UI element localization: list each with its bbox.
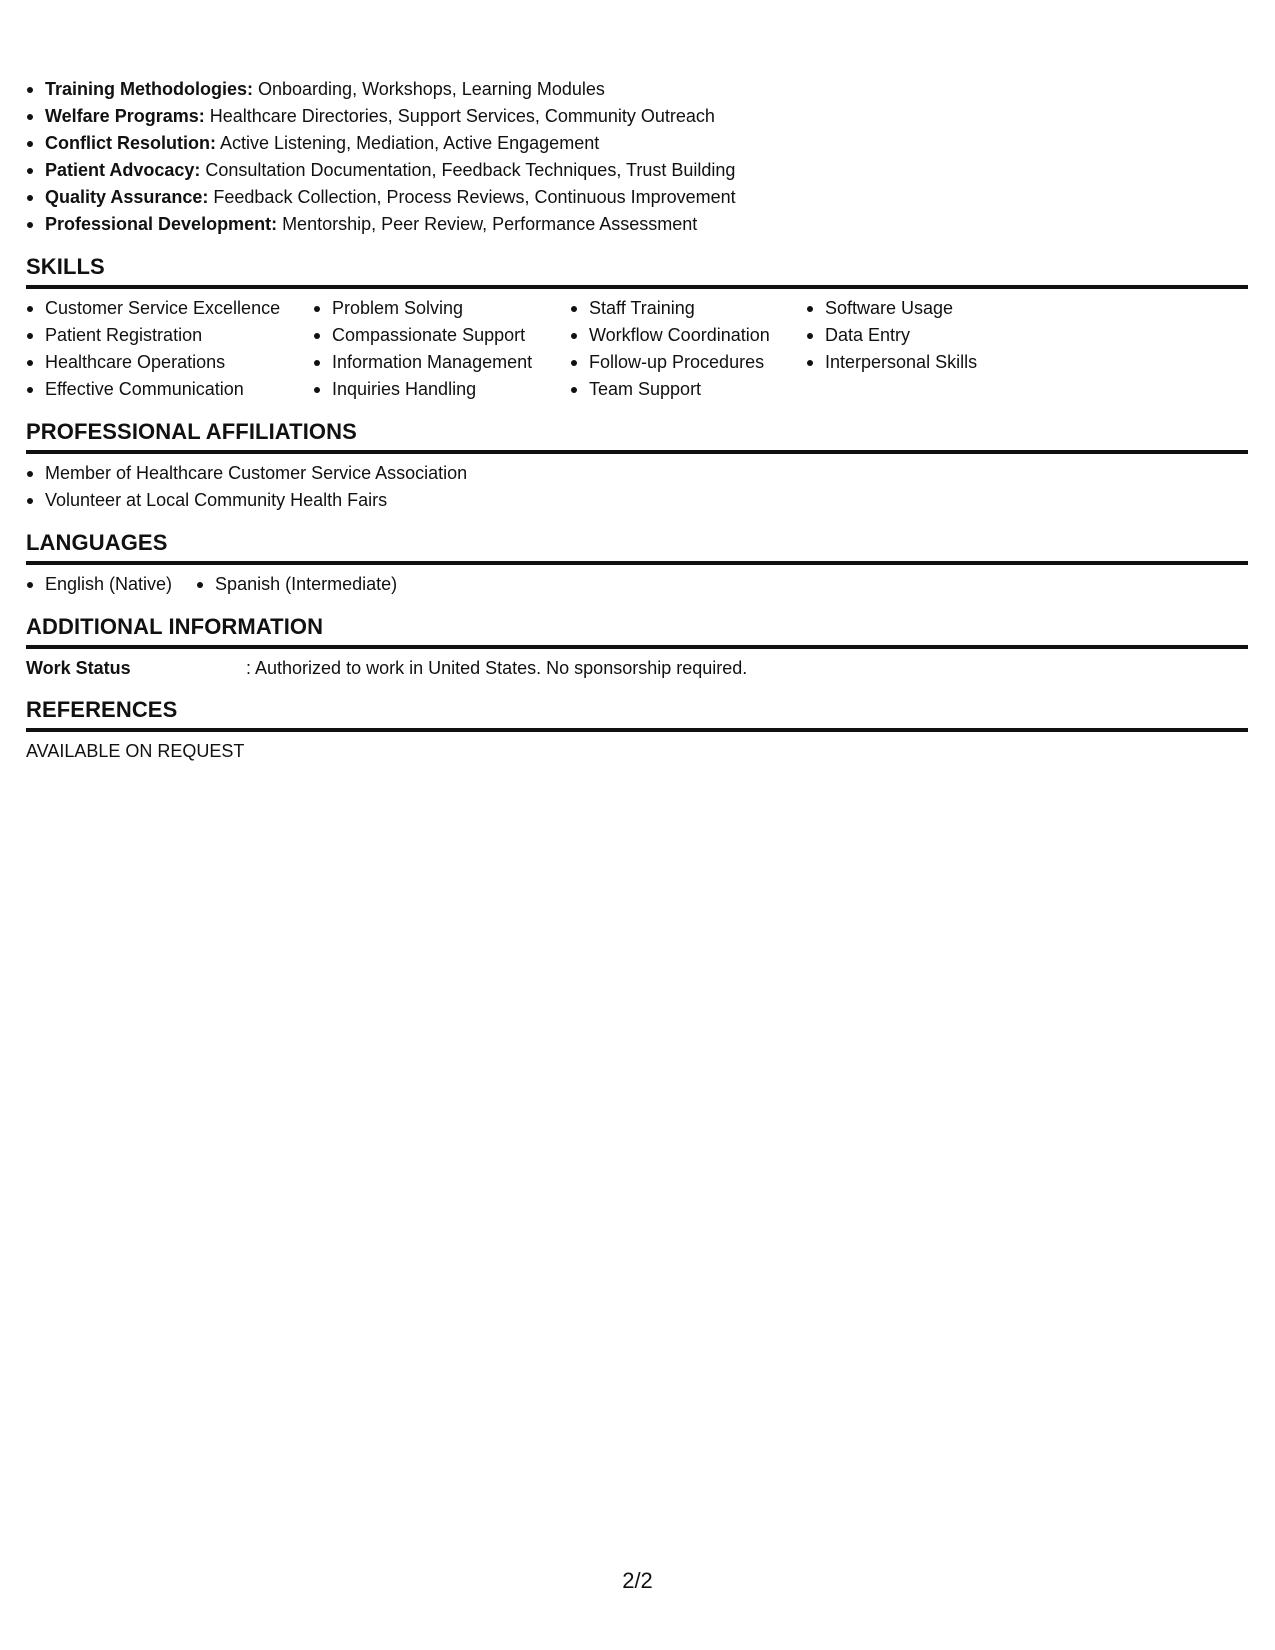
skill-item: Problem Solving	[313, 295, 570, 322]
skills-column	[806, 295, 1046, 403]
affiliation-item: Member of Healthcare Customer Service Association	[26, 460, 1248, 487]
competency-text: Mentorship, Peer Review, Performance Assessment	[277, 214, 698, 234]
language-item: English (Native)	[26, 571, 172, 598]
skill-item: Data Entry	[806, 322, 1046, 349]
list-item	[26, 103, 1248, 130]
language-item: Spanish (Intermediate)	[196, 571, 397, 598]
competency-text: Feedback Collection, Process Reviews, Continuous Improvement	[208, 187, 736, 207]
competency-label: Welfare Programs:	[45, 106, 205, 126]
skills-column	[313, 295, 570, 403]
skill-item: Interpersonal Skills	[806, 349, 1046, 376]
skill-item: Inquiries Handling	[313, 376, 570, 403]
competency-text: Onboarding, Workshops, Learning Modules	[253, 79, 605, 99]
page-number: 2/2	[622, 1568, 653, 1593]
work-status-value: : Authorized to work in United States. No sponsorship required.	[246, 658, 748, 678]
skills-section	[26, 254, 1248, 403]
list-item	[26, 76, 1248, 103]
competency-text: Active Listening, Mediation, Active Engagement	[215, 133, 600, 153]
section-title-languages: LANGUAGES	[26, 530, 1248, 565]
skill-item: Staff Training	[570, 295, 806, 322]
section-title-references: REFERENCES	[26, 697, 1248, 732]
skill-item: Team Support	[570, 376, 806, 403]
skills-column	[26, 295, 313, 403]
section-title-skills: SKILLS	[26, 254, 1248, 289]
work-status-label: Work Status	[26, 658, 131, 678]
affiliations-list	[26, 460, 1248, 514]
affiliations-section	[26, 419, 1248, 514]
skills-grid	[26, 295, 1248, 403]
competency-label: Patient Advocacy:	[45, 160, 201, 180]
competency-label: Quality Assurance:	[45, 187, 209, 207]
work-status-row	[26, 655, 1248, 681]
skill-item: Effective Communication	[26, 376, 313, 403]
references-section	[26, 697, 1248, 764]
skill-item: Information Management	[313, 349, 570, 376]
resume-page	[26, 76, 1248, 764]
competency-label: Training Methodologies:	[45, 79, 253, 99]
skill-item: Follow-up Procedures	[570, 349, 806, 376]
references-text: AVAILABLE ON REQUEST	[26, 741, 245, 761]
skill-item: Patient Registration	[26, 322, 313, 349]
skill-item: Healthcare Operations	[26, 349, 313, 376]
list-item	[26, 157, 1248, 184]
list-item	[26, 184, 1248, 211]
languages-section	[26, 530, 1248, 598]
skill-item: Customer Service Excellence	[26, 295, 313, 322]
competency-text: Healthcare Directories, Support Services, Community Outreach	[204, 106, 715, 126]
affiliation-item: Volunteer at Local Community Health Fairs	[26, 487, 1248, 514]
skill-item: Software Usage	[806, 295, 1046, 322]
competency-text: Consultation Documentation, Feedback Techniques, Trust Building	[200, 160, 736, 180]
competencies-list	[26, 76, 1248, 238]
competency-label: Conflict Resolution:	[45, 133, 216, 153]
skill-item: Workflow Coordination	[570, 322, 806, 349]
skills-column	[570, 295, 806, 403]
list-item	[26, 211, 1248, 238]
languages-list	[26, 571, 1248, 598]
additional-info-section	[26, 614, 1248, 681]
section-title-additional-info: ADDITIONAL INFORMATION	[26, 614, 1248, 649]
competency-label: Professional Development:	[45, 214, 278, 234]
section-title-affiliations: PROFESSIONAL AFFILIATIONS	[26, 419, 1248, 454]
list-item	[26, 130, 1248, 157]
skill-item: Compassionate Support	[313, 322, 570, 349]
